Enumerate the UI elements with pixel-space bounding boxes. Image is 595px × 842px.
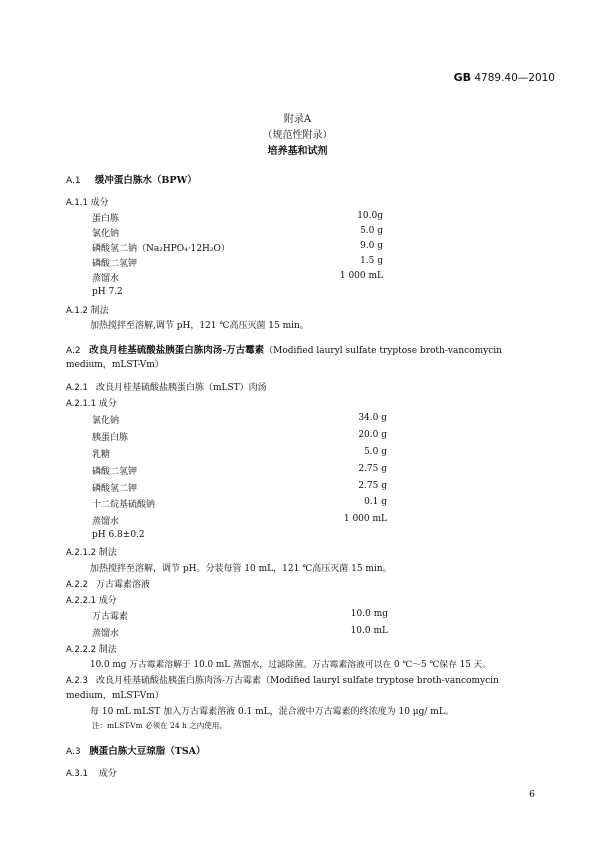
ingredient-amount: 1.5 g [360,256,383,266]
method-text: 每 10 mL mLST 加入万古霉素溶液 0.1 mL，混合液中万古霉素的终浓度为 10 μg/ mL。 [90,707,454,717]
ingredient-name: 蒸馏水 [92,517,120,527]
ingredient-amount: 20.0 g [358,430,387,440]
method-text: 10.0 mg 万古霉素溶解于 10.0 mL 蒸馏水，过滤除菌。万古霉素溶液可以在 0 ℃～5 ℃保存 15 天。 [90,660,492,670]
ingredient-amount: 0.1 g [364,497,387,507]
section-a22: A.2.2 万古霉素溶液 [66,580,151,590]
section-a2: A.2 改良月桂基硫酸盐胰蛋白胨肉汤-万古霉素（Modified lauryl sulfate tryptose broth-vancomycin [66,345,502,356]
ingredient-amount: 9.0 g [360,241,383,251]
ingredient-name: 磷酸二氢钾 [92,259,138,269]
ingredient-amount: 1 000 mL [339,271,383,281]
ingredient-name: 蒸馏水 [92,274,120,284]
ingredient-amount: 10.0 mL [350,626,388,636]
section-a211: A.2.1.1 成分 [66,399,117,409]
ingredient-name: 磷酸氢二钠（Na₂HPO₄·12H₂O） [92,244,230,254]
ingredient-amount: 2.75 g [358,464,387,474]
section-a221: A.2.2.1 成分 [66,596,117,606]
method-text: 加热搅拌至溶解,调节 pH，121 ℃高压灭菌 15 min。 [90,321,309,331]
ingredient-name: 氯化钠 [92,229,120,239]
ph-value: pH 6.8±0.2 [92,530,145,540]
appendix-title: 培养基和试剂 [267,146,328,157]
ingredient-amount: 5.0 g [364,447,387,457]
ingredient-amount: 2.75 g [358,481,387,491]
note-text: 注：mLST-Vm 必须在 24 h 之内使用。 [92,721,227,730]
section-a11: A.1.1 成分 [66,198,109,208]
section-a2-title-cont: medium，mLST-Vm） [66,360,164,370]
page-number: 6 [528,789,535,800]
ingredient-amount: 10.0 mg [350,609,388,619]
appendix-type: （规范性附录） [262,130,333,141]
ingredient-name: 磷酸二氢钾 [92,467,138,477]
ph-value: pH 7.2 [92,287,123,297]
ingredient-amount: 10.0g [357,211,383,221]
section-a31: A.3.1 成分 [66,769,117,779]
ingredient-name: 蛋白胨 [92,214,120,224]
ingredient-amount: 34.0 g [358,413,387,423]
section-a212: A.2.1.2 制法 [66,548,117,558]
section-a222: A.2.2.2 制法 [66,645,117,655]
section-a3: A.3 胰蛋白胨大豆琼脂（TSA） [66,746,206,757]
ingredient-name: 磷酸氢二钾 [92,484,138,494]
appendix-label: 附录A [283,114,312,125]
ingredient-name: 氯化钠 [92,416,120,426]
section-a12: A.1.2 制法 [66,306,109,316]
ingredient-name: 蒸馏水 [92,629,120,639]
ingredient-amount: 5.0 g [360,226,383,236]
standard-code: GB 4789.40—2010 [453,71,555,84]
section-a23-title-cont: medium，mLST-Vm） [66,691,164,701]
section-a1: A.1 缓冲蛋白胨水（BPW） [66,175,197,186]
ingredient-name: 万古霉素 [92,612,129,622]
ingredient-name: 乳糖 [92,450,111,460]
ingredient-name: 十二烷基硫酸钠 [92,500,156,510]
section-a21: A.2.1 改良月桂基硫酸盐胰蛋白胨（mLST）肉汤 [66,383,267,393]
section-a23: A.2.3 改良月桂基硫酸盐胰蛋白胨肉汤-万古霉素（Modified lauryl sulfate tryptose broth-vancomycin [66,676,499,686]
method-text: 加热搅拌至溶解，调节 pH。分装每管 10 mL，121 ℃高压灭菌 15 min。 [90,564,392,574]
ingredient-amount: 1 000 mL [343,514,387,524]
ingredient-name: 胰蛋白胨 [92,433,129,443]
